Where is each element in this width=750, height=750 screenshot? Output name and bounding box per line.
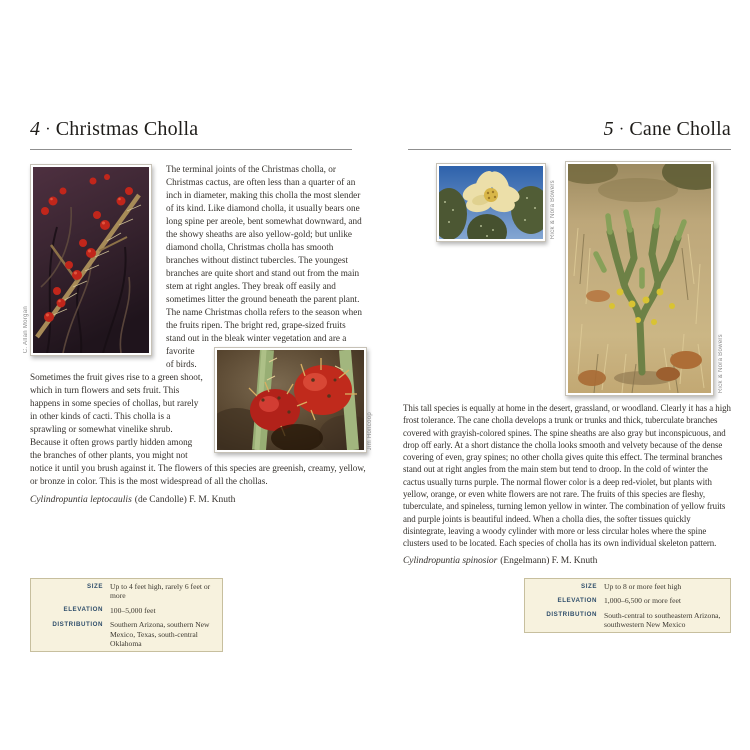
fact-value: 1,000–6,500 or more feet <box>604 596 681 606</box>
species-authority: (de Candolle) F. M. Knuth <box>134 495 236 505</box>
left-body-paragraph-part1: The terminal joints of the Christmas cholla, or Christmas cactus, are often less than a quarter of an inch in diameter, making this cholla the most slender of its kind. Like diamond cholla, it usually bears one long spine per areole, bent somewhat downward, and the showy sheaths are also yellow-gold; but unlike diamond cholla, Christmas cholla has smooth branches without distinct tubercles. The youngest branches are quite short and stand out from the main stem at right angles. They break off easily and sometimes litter the ground beneath the parent plant. The name Christmas cholla refers to the season when the fruits ripen. The bright red, grape-sized fruits stand out in the bleak winter vegetation <box>166 164 362 343</box>
left-facts-table <box>30 578 223 652</box>
left-page-number: 4 <box>30 118 41 140</box>
species-scientific-name: Cylindropuntia leptocaulis <box>30 495 132 505</box>
right-title-rule <box>408 149 731 150</box>
left-body-text-block <box>23 163 373 507</box>
title-separator-dot: · <box>45 121 51 138</box>
photo-credit: Rick & Nora Bowers <box>550 179 556 239</box>
table-row-size <box>525 579 731 594</box>
fact-label: DISTRIBUTION <box>52 620 103 628</box>
cane-cholla-habitat-photo <box>565 161 724 396</box>
fact-label: SIZE <box>581 582 597 590</box>
photo-credit: C. Allan Morgan <box>23 305 29 353</box>
left-body-paragraph-part2: and are a favorite of birds. Sometimes the fruit gives rise to a green shoot, which in turn flowers and sets fruit. This happens in some species of chollas, but rarely in other kinds of cacti. This cholla is a sprawling or somewhat vinelike shrub. Because it often grows partly hidden among the branches of other plants, you might not notice it until you brush against it. The flowers of this species are greenish, creamy, yellow, or bronze in color. This is the most widespread of all the chollas. <box>30 333 366 486</box>
photo-credit: Rick & Nora Bowers <box>718 333 724 393</box>
right-page-cane-cholla <box>403 118 731 678</box>
right-page-title-text: Cane Cholla <box>629 118 731 140</box>
right-page-title <box>403 118 731 141</box>
cane-cholla-flower-photo <box>436 163 556 242</box>
table-row-distribution <box>525 608 731 632</box>
fact-value: 100–5,000 feet <box>110 605 156 615</box>
fact-value: South-central to southeastern Arizona, southwestern New Mexico <box>604 610 721 630</box>
right-species-line <box>403 555 731 567</box>
fact-label: DISTRIBUTION <box>546 611 597 619</box>
species-authority: (Engelmann) F. M. Knuth <box>500 555 598 566</box>
right-body-text-block <box>403 402 731 567</box>
fact-value: Up to 8 or more feet high <box>604 581 682 591</box>
christmas-cholla-branches-photo <box>23 164 152 356</box>
right-page-number: 5 <box>603 118 614 140</box>
species-scientific-name: Cylindropuntia spinosior <box>403 555 498 566</box>
photo-credit: Jim Honcoop <box>367 411 373 450</box>
title-separator-dot: · <box>618 121 625 138</box>
christmas-cholla-fruit-photo <box>214 347 373 453</box>
cane-cholla-flower-illustration <box>439 166 543 239</box>
fact-label: ELEVATION <box>63 606 103 614</box>
left-page-christmas-cholla <box>23 118 373 678</box>
right-facts-table <box>524 578 731 633</box>
left-page-title <box>30 118 367 141</box>
table-row-elevation <box>525 593 731 607</box>
fact-value: Southern Arizona, southern New Mexico, Texas, south-central Oklahoma <box>110 620 210 649</box>
fact-label: SIZE <box>87 582 103 590</box>
fact-label: ELEVATION <box>557 596 597 604</box>
table-row-elevation <box>31 603 223 617</box>
left-species-line <box>30 494 367 507</box>
christmas-cholla-fruit-illustration <box>217 350 364 450</box>
left-page-title-text: Christmas Cholla <box>55 118 199 140</box>
fact-value: Up to 4 feet high, rarely 6 feet or more <box>110 581 211 601</box>
table-row-size <box>31 579 223 603</box>
left-title-rule <box>30 149 352 150</box>
right-body-paragraph: This tall species is equally at home in the desert, grassland, or woodland. Clearly it has a high frost tolerance. The cane cholla develops a trunk or trunks and thick, tuberculate branches covered with grayish-colored spines. The spine sheaths are also gray but inconspicuous, and drop off early. At a short distance the cholla looks smooth and velvety because of the dense covering of even, gray spines; no other cholla gives quite this effect. The terminal branches stand out at right angles from the main stem but tend to droop. In the cold of winter the cactus usually turns purple. The normal flower color is a deep red-violet, but plants with yellow, orange, or even white flowers are not rare. The fruits of this species are fleshy, tuberculate, and spineless, turning lemon yellow in winter. The combination of yellow fruits and purple joints is beautiful indeed. When a cholla dies, the softer tissues quickly disintegrate, leaving a woody cylinder with more or less circular holes where the spine clusters used to be located. Each species of cholla has its own individual skeleton pattern. <box>403 403 731 549</box>
cane-cholla-habitat-illustration <box>568 164 711 393</box>
christmas-cholla-branches-illustration <box>33 167 149 353</box>
table-row-distribution <box>31 617 223 651</box>
